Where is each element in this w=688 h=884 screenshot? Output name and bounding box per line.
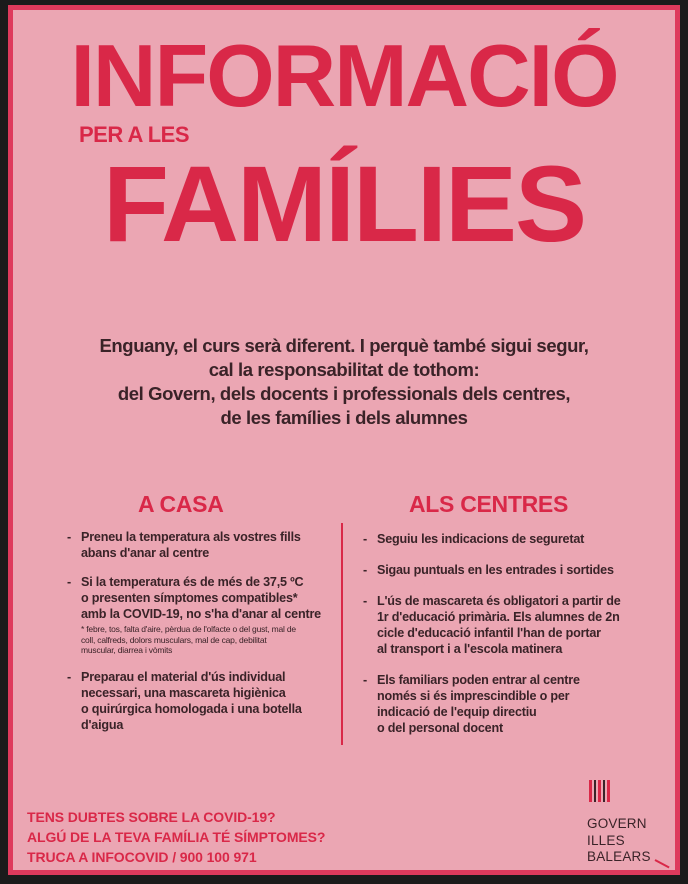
- list-item-line: abans d'anar al centre: [81, 546, 210, 560]
- list-item-line: només si és imprescindible o per: [377, 689, 570, 703]
- column-divider: [341, 523, 343, 745]
- home-list: [67, 529, 335, 746]
- schools-section-title: ALS CENTRES: [409, 491, 568, 517]
- poster: [8, 5, 680, 875]
- list-item-line: al transport i a l'escola matinera: [377, 642, 563, 656]
- title: INFORMACIÓ: [70, 26, 618, 125]
- list-item-line: o del personal docent: [377, 721, 503, 735]
- footnote: [81, 624, 335, 656]
- list-item-line: amb la COVID-19, no s'ha d'anar al centre: [81, 607, 321, 621]
- list-item-line: - Seguiu les indicacions de seguretat: [377, 532, 585, 546]
- list-item: [363, 531, 653, 547]
- list-item-line: - Els familiars poden entrar al centre: [377, 673, 580, 687]
- list-item-line: d'aigua: [81, 717, 124, 732]
- footnote-line: muscular, diarrea i vòmits: [81, 645, 173, 655]
- intro-line: del Govern, dels docents i professionals dels centres,: [117, 383, 571, 404]
- subtitle: FAMÍLIES: [102, 143, 586, 264]
- intro-line: cal la responsabilitat de tothom:: [208, 359, 480, 380]
- footnote-line: coll, calfreds, dolors musculars, mal de cap, debilitat: [81, 634, 267, 645]
- list-item: [67, 669, 335, 733]
- coat-of-arms-icon: [589, 780, 651, 802]
- footer-line: TENS DUBTES SOBRE LA COVID-19?: [27, 809, 276, 825]
- govern-logo: [587, 780, 651, 866]
- list-item-line: indicació de l'equip directiu: [377, 705, 537, 719]
- list-item-line: - Preneu la temperatura als vostres fills: [81, 530, 301, 544]
- list-item-line: - Preparau el material d'ús individual: [81, 669, 286, 684]
- intro-line: Enguany, el curs serà diferent. I perquè també sigui segur,: [99, 335, 589, 356]
- list-item-line: 1r d'educació primària. Els alumnes de 2n: [377, 610, 620, 624]
- list-item-line: necessari, una mascareta higiènica: [81, 685, 286, 700]
- list-item-line: cicle d'educació infantil l'han de portar: [377, 626, 601, 640]
- list-item: [67, 574, 335, 656]
- footnote-line: * febre, tos, falta d'aire, pèrdua de l'olfacte o del gust, mal de: [81, 624, 296, 634]
- footer-line: TRUCA A INFOCOVID / 900 100 971: [27, 849, 257, 865]
- list-item-line: - Si la temperatura és de més de 37,5 ºC: [81, 575, 304, 589]
- intro-text: [53, 334, 635, 430]
- list-item-line: o quirúrgica homologada i una botella: [81, 701, 302, 716]
- logo-line: GOVERN: [587, 816, 647, 831]
- footer-line: ALGÚ DE LA TEVA FAMÍLIA TÉ SÍMPTOMES?: [27, 829, 326, 845]
- list-item: [67, 529, 335, 561]
- logo-slash-icon: [655, 859, 670, 868]
- logo-line: BALEARS: [587, 849, 651, 864]
- list-item: [363, 672, 653, 736]
- list-item-line: o presenten símptomes compatibles*: [81, 591, 298, 605]
- list-item-line: - L'ús de mascareta és obligatori a partir de: [377, 594, 621, 608]
- pretitle: PER A LES: [79, 122, 190, 147]
- intro-line: de les famílies i dels alumnes: [220, 407, 468, 428]
- list-item: [363, 562, 653, 578]
- list-item-line: - Sigau puntuals en les entrades i sortides: [377, 563, 614, 577]
- home-section-title: A CASA: [138, 491, 224, 517]
- schools-list: [363, 531, 653, 749]
- list-item: [363, 593, 653, 657]
- logo-line: ILLES: [587, 832, 625, 848]
- helpline-footer: [27, 807, 325, 867]
